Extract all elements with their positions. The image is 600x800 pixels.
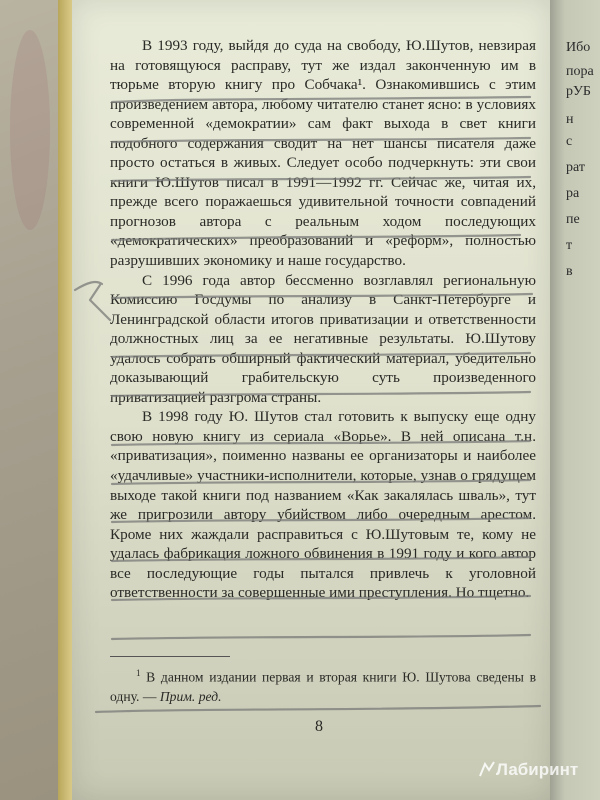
footnote-marker: 1 (136, 668, 141, 678)
facing-page-fragment: рат (566, 160, 585, 175)
footnote-divider (110, 656, 230, 657)
tablecloth-fold (10, 30, 50, 230)
facing-page-fragment: пе (566, 212, 580, 227)
footnote (110, 664, 536, 706)
body-text (110, 36, 536, 603)
paragraph: В 1998 году Ю. Шутов стал готовить к выпуску еще одну свою новую книгу из сериала «Ворье». В ней описана т.н. «приватизация», поименно названы ее организаторы и наиболее «удачливые» участники-исполнители, которые, узнав о грядущем выходе такой книги под названием «Как закалялась шваль», тут же пригрозили автору убийством либо очередным арестом. Кроме них жаждали расправиться с Ю.Шутовым те, кому не удалась фабрикация ложного обвинения в 1991 году и кого автор все последующие годы пытался привлечь к уголовной ответственности за совершенные ими преступления. Но тщетно. (110, 408, 536, 602)
labyrinth-logo-icon (478, 760, 496, 778)
facing-page-fragment: т (566, 238, 573, 253)
facing-page-fragment: с (566, 134, 573, 149)
paragraph: В 1993 году, выйдя до суда на свободу, Ю.Шутов, невзирая на готовящуюся расправу, тут же издал законченную им в тюрьме вторую книгу про Собчака¹. Ознакомившись с этим произведением автора, любому читателю станет ясно: в условиях современной «демократии» сам факт выхода в свет книги подобного содержания сводит на нет шансы писателя даже просто остаться в живых. Следует особо подчеркнуть: эти свои книги Ю.Шутов писал в 1991—1992 гг. Сейчас же, читая их, прежде всего поражаешься удивительной точности совпадений прогнозов автора с реальным ходом последующих «демократических» преобразований и «реформ», полностью разрушивших экономику и наше государство. (110, 37, 536, 270)
facing-page-fragment: в (566, 264, 573, 279)
facing-page-fragment: пора (566, 64, 594, 79)
watermark-text: Лабиринт (496, 760, 579, 779)
facing-page-fragment: ра (566, 186, 580, 201)
paragraph: С 1996 года автор бессменно возглавлял региональную Комиссию Госдумы по анализу в Санкт-Петербурге и Ленинградской области итогов приватизации и ответственности должностных лиц за ее негативные результаты. Ю.Шутову удалось собрать обширный фактический материал, убедительно доказывающий грабительскую суть произведенного приватизацией разгрома страны. (110, 271, 536, 406)
footnote-editor-note: Прим. ред. (159, 688, 222, 704)
facing-page-fragment: Ибо (566, 40, 591, 55)
footnote-text: В данном издании первая и вторая книги Ю. Шутова сведены в одну. — (110, 669, 536, 704)
watermark (478, 760, 578, 780)
facing-page (550, 0, 600, 800)
facing-page-fragment: н (566, 112, 574, 127)
page-number: 8 (315, 718, 323, 735)
facing-page-fragment: рУБ (566, 84, 591, 99)
